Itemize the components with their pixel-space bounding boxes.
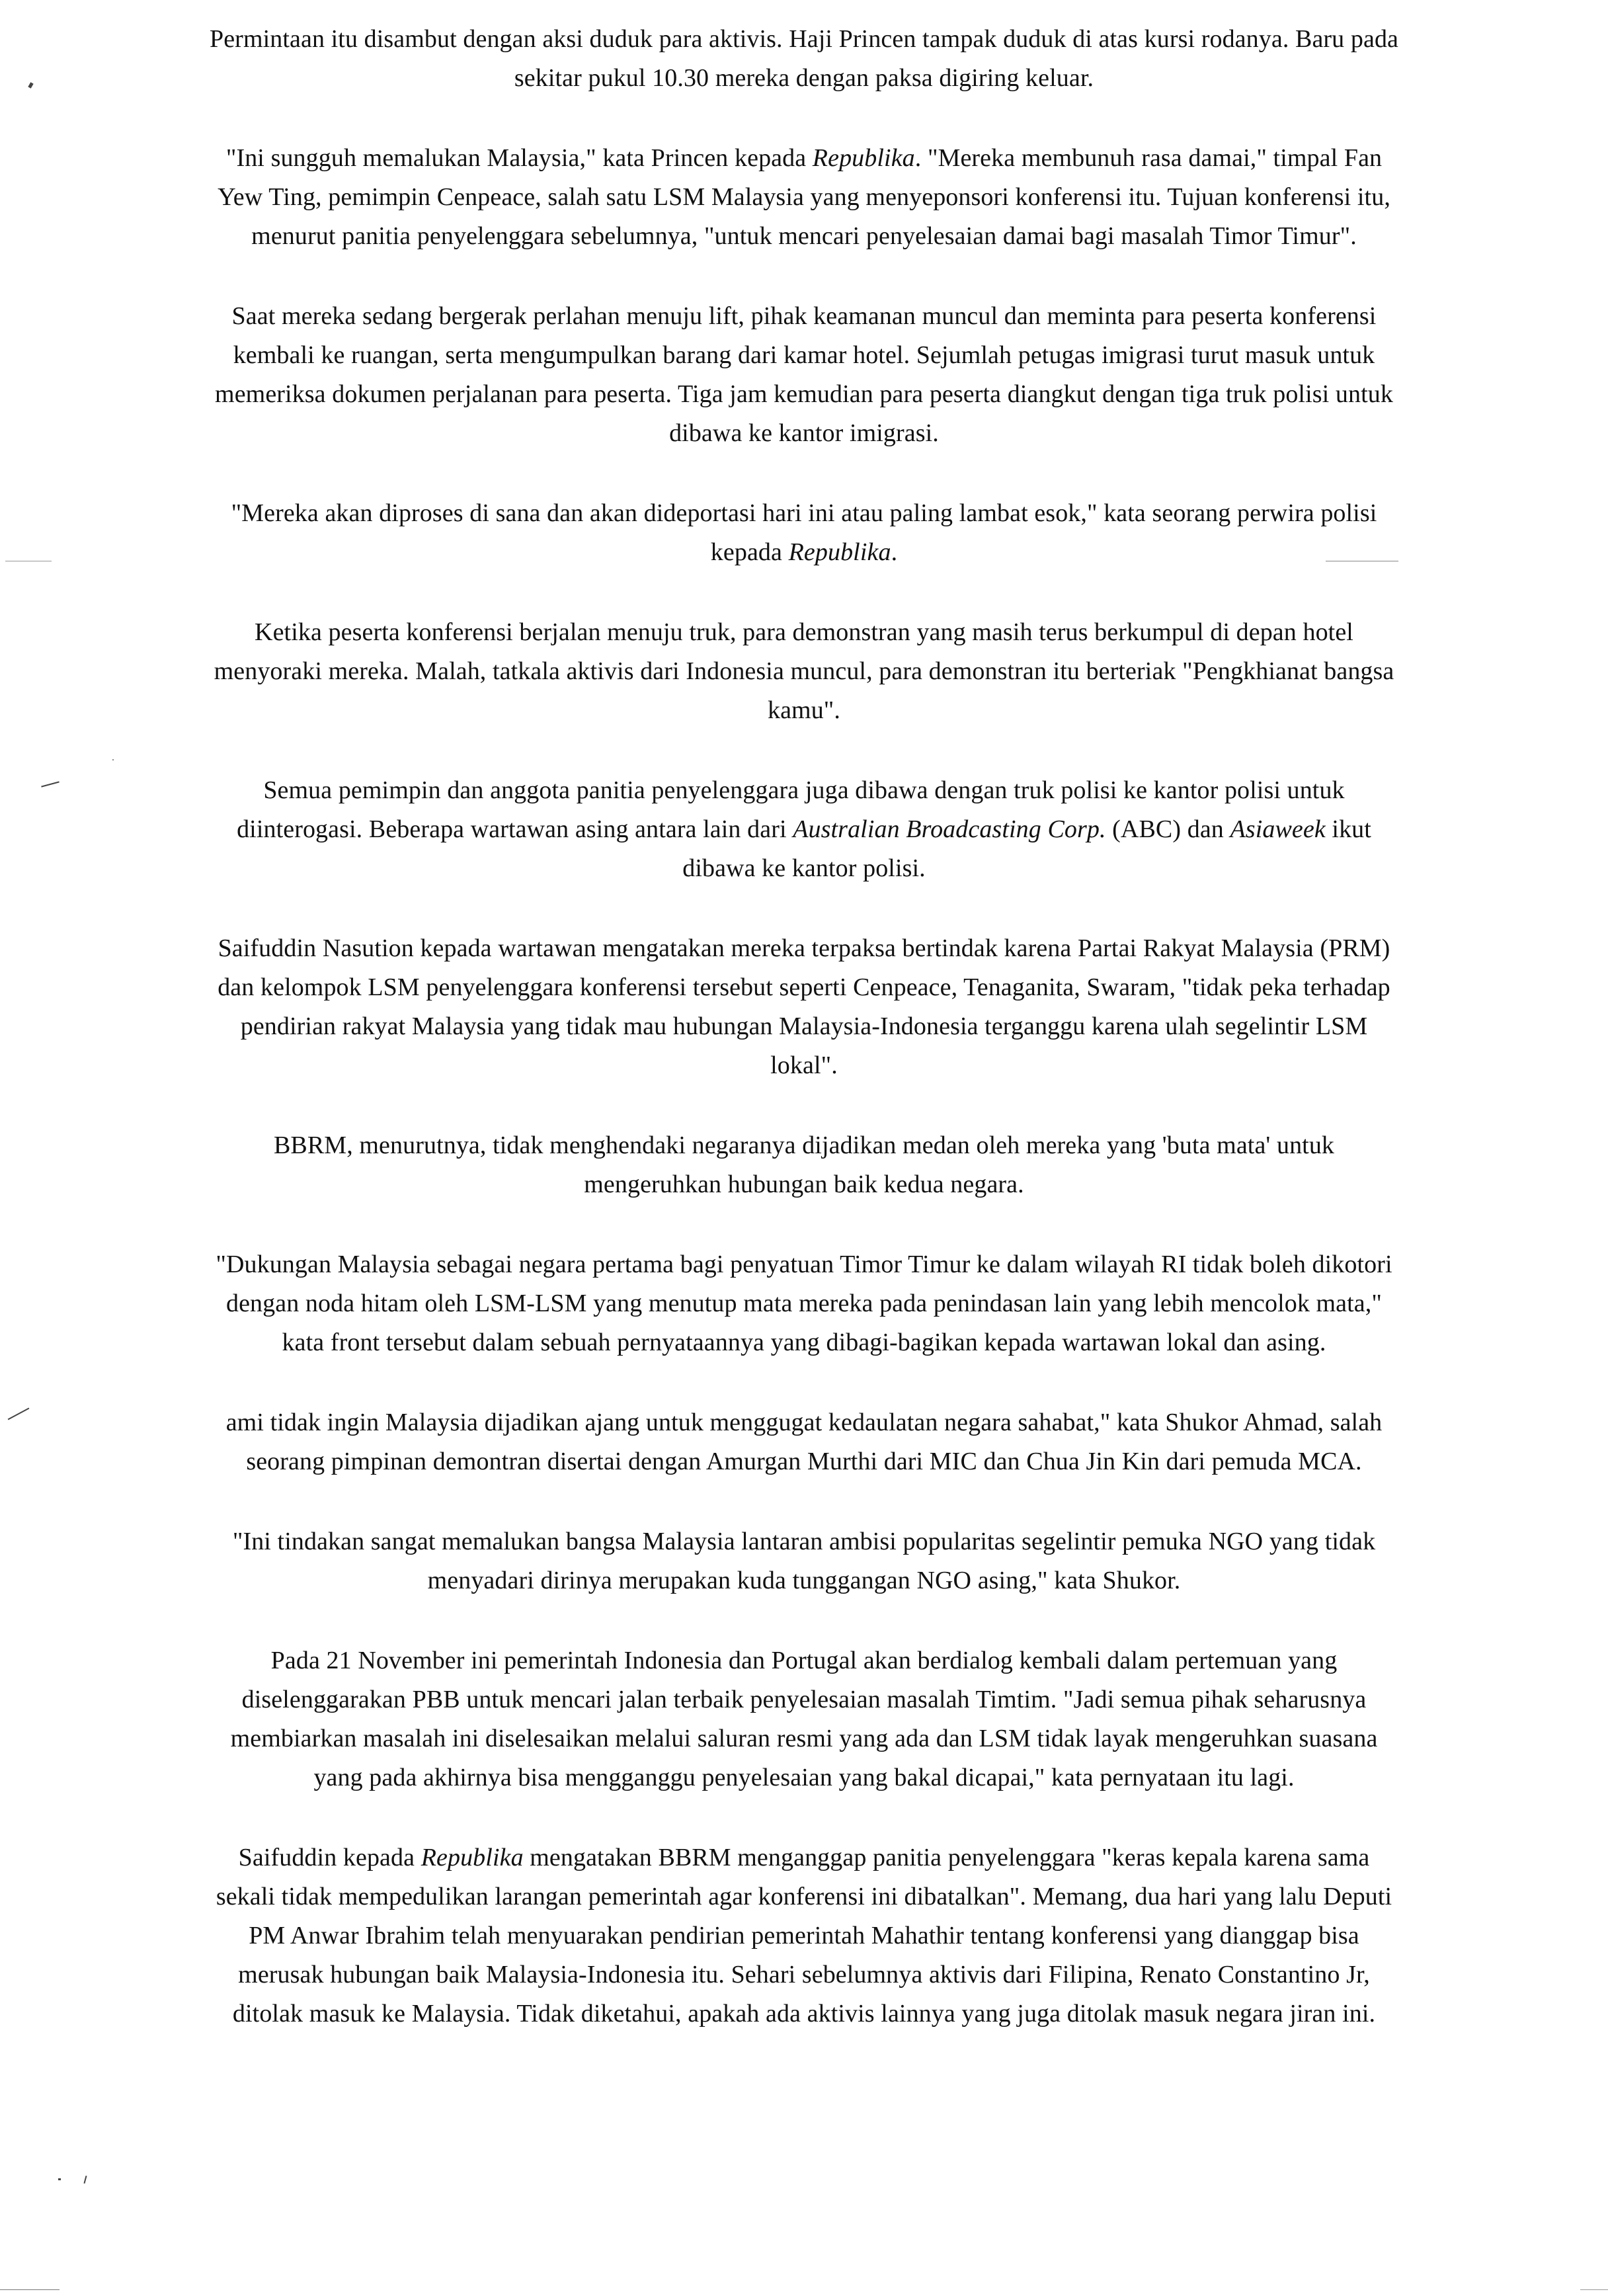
- paragraph-line: Saat mereka sedang bergerak perlahan menuju lift, pihak keamanan muncul dan meminta para peserta konferensi: [231, 302, 1377, 330]
- scan-speck: [112, 759, 114, 760]
- paragraph-line: lokal".: [770, 1051, 838, 1079]
- scan-line-artifact: [1580, 2289, 1608, 2290]
- publication-name: Asiaweek: [1230, 815, 1326, 843]
- publication-name: Republika: [788, 538, 891, 566]
- paragraph-2: [13, 139, 1595, 256]
- paragraph-line: menyoraki mereka. Malah, tatkala aktivis dari Indonesia muncul, para demonstran itu berteriak "Pengkhianat bangsa: [214, 657, 1394, 685]
- paragraph-text: ikut: [1325, 815, 1371, 843]
- paragraph-line: sekali tidak mempedulikan larangan pemerintah agar konferensi ini dibatalkan". Memang, dua hari yang lalu Deputi: [216, 1883, 1392, 1910]
- paragraph-line: diselenggarakan PBB untuk mencari jalan terbaik penyelesaian masalah Timtim. "Jadi semua pihak seharusnya: [241, 1686, 1367, 1713]
- paragraph-10: [13, 1403, 1595, 1481]
- paragraph-11: [13, 1522, 1595, 1600]
- paragraph-5: [13, 613, 1595, 730]
- paragraph-line: Permintaan itu disambut dengan aksi duduk para aktivis. Haji Princen tampak duduk di atas kursi rodanya. Baru pada: [209, 25, 1399, 53]
- article-body: [13, 20, 1595, 2074]
- scan-speck: [83, 2176, 87, 2184]
- paragraph-line: memeriksa dokumen perjalanan para peserta. Tiga jam kemudian para peserta diangkut dengan tiga truk polisi untuk: [215, 380, 1393, 408]
- paragraph-1: [13, 20, 1595, 98]
- paragraph-8: [13, 1126, 1595, 1204]
- paragraph-line: "Dukungan Malaysia sebagai negara pertama bagi penyatuan Timor Timur ke dalam wilayah RI tidak boleh dikotori: [216, 1250, 1392, 1278]
- paragraph-text: .: [891, 538, 898, 566]
- paragraph-6: [13, 771, 1595, 888]
- paragraph-line: "Mereka akan diproses di sana dan akan dideportasi hari ini atau paling lambat esok," kata seorang perwira polisi: [231, 499, 1377, 527]
- paragraph-line: kata front tersebut dalam sebuah pernyataannya yang dibagi-bagikan kepada wartawan lokal dan asing.: [282, 1329, 1326, 1356]
- paragraph-text: . "Mereka membunuh rasa damai," timpal Fan: [914, 144, 1383, 172]
- scan-speck: [58, 2178, 61, 2180]
- paragraph-line: kamu".: [767, 696, 841, 724]
- paragraph-text: "Ini sungguh memalukan Malaysia," kata Princen kepada: [225, 144, 813, 172]
- paragraph-line: pendirian rakyat Malaysia yang tidak mau hubungan Malaysia-Indonesia terganggu karena ulah segelintir LSM: [240, 1012, 1368, 1040]
- paragraph-9: [13, 1245, 1595, 1362]
- broadcaster-name: Australian Broadcasting Corp.: [793, 815, 1106, 843]
- paragraph-12: [13, 1641, 1595, 1797]
- paragraph-line: menyadari dirinya merupakan kuda tunggangan NGO asing," kata Shukor.: [427, 1567, 1181, 1594]
- paragraph-line: Yew Ting, pemimpin Cenpeace, salah satu LSM Malaysia yang menyeponsori konferensi itu. Tujuan konferensi itu,: [218, 183, 1390, 211]
- paragraph-line: dibawa ke kantor polisi.: [682, 854, 926, 882]
- paragraph-text: Saifuddin kepada: [238, 1844, 421, 1871]
- paragraph-line: dibawa ke kantor imigrasi.: [669, 419, 939, 447]
- paragraph-line: dengan noda hitam oleh LSM-LSM yang menutup mata mereka pada penindasan lain yang lebih mencolok mata,": [225, 1290, 1382, 1317]
- paragraph-3: [13, 297, 1595, 453]
- paragraph-13: [13, 1838, 1595, 2033]
- paragraph-7: [13, 929, 1595, 1085]
- publication-name: Republika: [421, 1844, 524, 1871]
- paragraph-line: mengeruhkan hubungan baik kedua negara.: [584, 1170, 1024, 1198]
- paragraph-line: ditolak masuk ke Malaysia. Tidak diketahui, apakah ada aktivis lainnya yang juga ditolak masuk negara jiran ini.: [232, 2000, 1376, 2028]
- paragraph-line: ami tidak ingin Malaysia dijadikan ajang untuk menggugat kedaulatan negara sahabat," kata Shukor Ahmad, salah: [225, 1409, 1383, 1436]
- paragraph-line: Ketika peserta konferensi berjalan menuju truk, para demonstran yang masih terus berkumpul di depan hotel: [255, 618, 1353, 646]
- paragraph-line: membiarkan masalah ini diselesaikan melalui saluran resmi yang ada dan LSM tidak layak mengeruhkan suasana: [230, 1725, 1378, 1752]
- paragraph-text: mengatakan BBRM menganggap panitia penyelenggara "keras kepala karena sama: [523, 1844, 1370, 1871]
- paragraph-line: dan kelompok LSM penyelenggara konferensi tersebut seperti Cenpeace, Tenaganita, Swaram, "tidak peka terhadap: [218, 973, 1390, 1001]
- paragraph-line: merusak hubungan baik Malaysia-Indonesia itu. Sehari sebelumnya aktivis dari Filipina, Renato Constantino Jr,: [238, 1961, 1370, 1988]
- paragraph-text: diinterogasi. Beberapa wartawan asing antara lain dari: [237, 815, 793, 843]
- paragraph-line: sekitar pukul 10.30 mereka dengan paksa digiring keluar.: [514, 64, 1094, 92]
- paragraph-line: Pada 21 November ini pemerintah Indonesia dan Portugal akan berdialog kembali dalam pertemuan yang: [270, 1647, 1338, 1674]
- paragraph-text: kepada: [710, 538, 789, 566]
- paragraph-line: Semua pemimpin dan anggota panitia penyelenggara juga dibawa dengan truk polisi ke kantor polisi untuk: [263, 776, 1345, 804]
- scan-line-artifact: [0, 2289, 60, 2290]
- paragraph-line: seorang pimpinan demontran disertai dengan Amurgan Murthi dari MIC dan Chua Jin Kin dari pemuda MCA.: [246, 1448, 1362, 1475]
- paragraph-text: (ABC) dan: [1106, 815, 1230, 843]
- paragraph-line: menurut panitia penyelenggara sebelumnya, "untuk mencari penyelesaian damai bagi masalah Timor Timur".: [251, 222, 1357, 250]
- paragraph-line: BBRM, menurutnya, tidak menghendaki negaranya dijadikan medan oleh mereka yang 'buta mata' untuk: [273, 1131, 1335, 1159]
- paragraph-line: kembali ke ruangan, serta mengumpulkan barang dari kamar hotel. Sejumlah petugas imigrasi turut masuk untuk: [233, 341, 1375, 369]
- paragraph-line: "Ini tindakan sangat memalukan bangsa Malaysia lantaran ambisi popularitas segelintir pemuka NGO yang tidak: [232, 1528, 1376, 1555]
- paragraph-line: PM Anwar Ibrahim telah menyuarakan pendirian pemerintah Mahathir tentang konferensi yang dianggap bisa: [249, 1922, 1359, 1949]
- publication-name: Republika: [812, 144, 915, 172]
- paragraph-line: Saifuddin Nasution kepada wartawan mengatakan mereka terpaksa bertindak karena Partai Rakyat Malaysia (PRM): [218, 934, 1390, 962]
- paragraph-line: yang pada akhirnya bisa mengganggu penyelesaian yang bakal dicapai," kata pernyataan itu lagi.: [313, 1764, 1295, 1791]
